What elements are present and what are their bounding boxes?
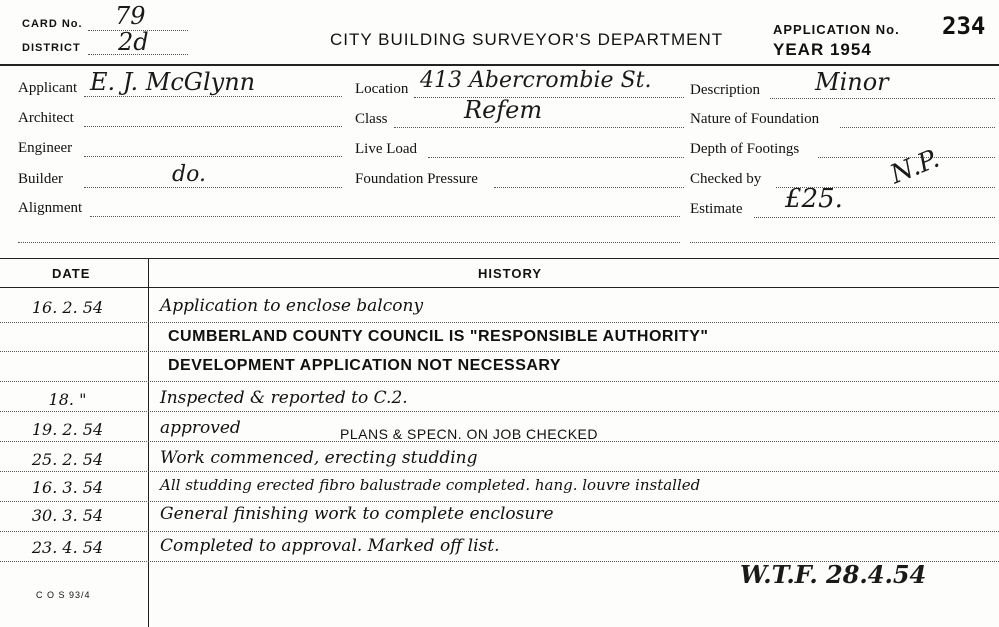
live-load-line bbox=[428, 157, 684, 158]
architect-line bbox=[84, 126, 342, 127]
live-load-label: Live Load bbox=[355, 141, 418, 157]
applicant-value: E. J. McGlynn bbox=[90, 68, 256, 96]
row-line bbox=[0, 501, 999, 502]
estimate-label: Estimate bbox=[690, 201, 743, 217]
foundation-pressure-label: Foundation Pressure bbox=[355, 171, 478, 187]
checked-by-value: N.P. bbox=[886, 143, 944, 191]
history-text: Inspected & reported to C.2. bbox=[160, 388, 408, 408]
history-text: Completed to approval. Marked off list. bbox=[160, 536, 500, 556]
row-line bbox=[0, 531, 999, 532]
description-line bbox=[770, 98, 995, 99]
history-text: General finishing work to complete enclosure bbox=[160, 504, 554, 524]
row-line bbox=[0, 471, 999, 472]
blank-line-1 bbox=[18, 242, 680, 243]
history-date: 30. 3. 54 bbox=[31, 506, 104, 525]
history-date: 25. 2. 54 bbox=[31, 450, 104, 469]
description-label: Description bbox=[690, 82, 760, 98]
location-line bbox=[414, 97, 684, 98]
depth-of-footings-label: Depth of Footings bbox=[690, 141, 800, 157]
history-text: All studding erected fibro balustrade completed. hang. louvre installed bbox=[160, 476, 701, 494]
row-line bbox=[0, 322, 999, 323]
history-header-rule bbox=[0, 287, 999, 288]
year-label: YEAR 1954 bbox=[773, 40, 872, 59]
architect-label: Architect bbox=[18, 110, 74, 126]
district-value: 2d bbox=[118, 28, 149, 56]
location-value: 413 Abercrombie St. bbox=[420, 68, 652, 93]
date-header: DATE bbox=[52, 266, 91, 281]
history-text: Application to enclose balcony bbox=[160, 296, 424, 316]
history-date: 19. 2. 54 bbox=[31, 420, 104, 439]
checked-by-label: Checked by bbox=[690, 171, 762, 187]
class-label: Class bbox=[355, 111, 388, 127]
engineer-label: Engineer bbox=[18, 140, 73, 156]
date-column-divider bbox=[148, 259, 149, 627]
applicant-label: Applicant bbox=[18, 80, 78, 96]
history-date: 18. " bbox=[48, 390, 87, 409]
stamp-plans-checked: PLANS & SPECN. ON JOB CHECKED bbox=[340, 426, 599, 442]
signature: W.T.F. 28.4.54 bbox=[740, 560, 927, 589]
builder-line bbox=[84, 187, 342, 188]
description-value: Minor bbox=[815, 68, 889, 96]
row-line bbox=[0, 411, 999, 412]
blank-line-2 bbox=[690, 242, 995, 243]
applicant-line bbox=[84, 96, 342, 97]
stamp-development: DEVELOPMENT APPLICATION NOT NECESSARY bbox=[168, 357, 562, 374]
class-value: Refem bbox=[464, 96, 543, 124]
alignment-line bbox=[90, 216, 680, 217]
history-header: HISTORY bbox=[478, 266, 543, 281]
history-date: 16. 3. 54 bbox=[31, 478, 104, 497]
builder-label: Builder bbox=[18, 171, 63, 187]
card-no-value: 79 bbox=[115, 2, 146, 30]
class-line bbox=[394, 127, 684, 128]
form-code: C O S 93/4 bbox=[36, 590, 91, 600]
history-text: Work commenced, erecting studding bbox=[160, 448, 478, 468]
alignment-label: Alignment bbox=[18, 200, 83, 216]
card-no-label: CARD No. bbox=[22, 18, 83, 30]
foundation-pressure-line bbox=[494, 187, 684, 188]
stamp-authority: CUMBERLAND COUNTY COUNCIL IS "RESPONSIBLE AUTHORITY" bbox=[168, 328, 709, 345]
engineer-line bbox=[84, 156, 342, 157]
nature-of-foundation-line bbox=[840, 127, 995, 128]
header-divider bbox=[0, 64, 999, 66]
history-date: 16. 2. 54 bbox=[31, 298, 104, 317]
row-line bbox=[0, 351, 999, 352]
builder-value: do. bbox=[172, 162, 206, 187]
application-no-label: APPLICATION No. bbox=[773, 22, 900, 37]
history-text: approved bbox=[160, 418, 241, 438]
department-title: CITY BUILDING SURVEYOR'S DEPARTMENT bbox=[330, 30, 724, 49]
history-date: 23. 4. 54 bbox=[31, 538, 104, 557]
nature-of-foundation-label: Nature of Foundation bbox=[690, 111, 820, 127]
history-top-rule bbox=[0, 258, 999, 259]
estimate-line bbox=[754, 217, 995, 218]
district-label: DISTRICT bbox=[22, 42, 81, 54]
application-no-value: 234 bbox=[942, 12, 986, 40]
row-line bbox=[0, 381, 999, 382]
estimate-value: £25. bbox=[785, 184, 843, 214]
location-label: Location bbox=[355, 81, 409, 97]
